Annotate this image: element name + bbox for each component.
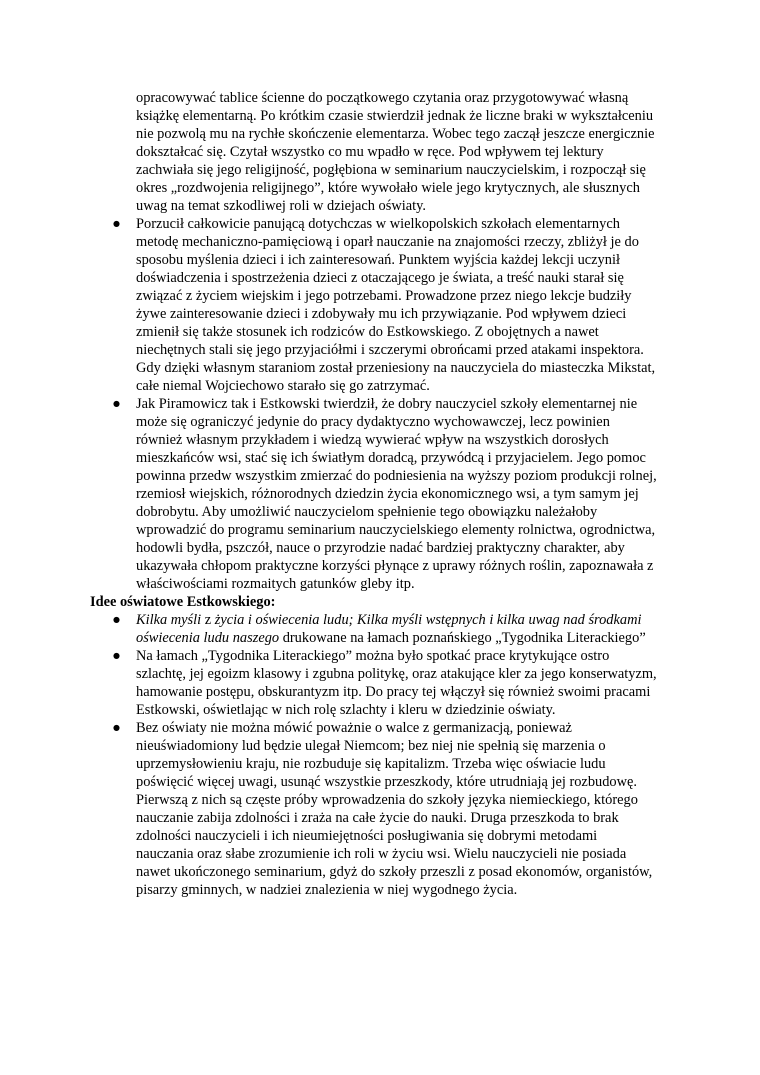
list-item-text: Jak Piramowicz tak i Estkowski twierdził, że dobry nauczyciel szkoły elementarnej nie może się ograniczyć jedynie do pracy dydaktyczno wychowawczej, lecz powinien również własnym przykładem i wiedzą wywierać wpływ na wszystkich dorosłych mieszkańców wsi, stać się ich światłym doradcą, przywódcą i przyjacielem. Jego pomoc powinna przedw wszystkim zmierzać do podniesienia na wyższy poziom produkcji rolnej, rzemiosł wiejskich, różnorodnych dziedzin życia ekonomicznego wsi, a tym samym jej dobrobytu. Aby umożliwić nauczycielom spełnienie tego obowiązku należałoby wprowadzić do programu seminarium nauczycielskiego elementy rolnictwa, ogrodnictwa, hodowli bydła, pszczół, nauce o przyrodzie nadać bardziej praktyczny charakter, aby ukazywała chłopom praktyczne korzyści płynące z uprawy różnych roślin, zapoznawała z właściwościami rozmaitych gatunków gleby itp.	[136, 396, 657, 592]
title-italic-2: życia i oświecenia ludu; Kilka myśli wstępnych i kilka uwag nad środkami oświecenia ludu naszego	[136, 612, 642, 646]
continuation-block	[0, 89, 658, 215]
bullet-icon: ●	[113, 723, 120, 732]
bullet-icon: ●	[113, 651, 120, 660]
text-plain-2: drukowane na łamach poznańskiego „Tygodnika Literackiego”	[279, 630, 646, 646]
list-item-text: Bez oświaty nie można mówić poważnie o walce z germanizacją, ponieważ nieuświadomiony lud będzie ulegał Niemcom; bez niej nie spełnią się marzenia o uprzemysłowieniu kraju, nie rozbuduje się kapitalizm. Trzeba więc oświacie ludu poświęcić więcej uwagi, usunąć wszystkie przeszkody, które utrudniają jej rozbudowę. Pierwszą z nich są częste próby wprowadzenia do szkoły języka niemieckiego, którego nauczanie zabija zdolności i zraża na całe życie do nauki. Druga przeszkoda to brak zdolności nauczycieli i ich nieumiejętności posługiwania się dobrymi metodami nauczania oraz słabe zrozumienie ich roli w życiu wsi. Wielu nauczycieli nie posiada nawet ukończonego seminarium, gdyż do szkoły przeszli z posad ekonomów, organistów, pisarzy gminnych, w nadziei znalezienia w niej wygodnego życia.	[136, 720, 653, 898]
continuation-paragraph: opracowywać tablice ścienne do początkowego czytania oraz przygotowywać własną książkę elementarną. Po krótkim czasie stwierdził jednak że liczne braki w wykształceniu nie pozwolą mu na rychłe skończenie elementarza. Wobec tego zaczął jeszcze energicznie dokształcać się. Czytał wszystko co mu wpadło w ręce. Pod wpływem tej lektury zachwiała się jego religijność, pogłębiona w seminarium nauczycielskim, i rozpoczął się okres „rozdwojenia religijnego”, które wywołało wiele jego krytycznych, ale słusznych uwag na temat szkodliwej roli w dziejach oświaty.	[136, 90, 655, 214]
text-plain-1: z	[201, 612, 215, 628]
list-item	[0, 719, 658, 899]
bullet-icon: ●	[113, 615, 120, 624]
bullet-icon: ●	[113, 219, 120, 228]
list-item	[0, 215, 658, 395]
list-item	[0, 647, 658, 719]
list-item	[0, 395, 658, 593]
section-heading: Idee oświatowe Estkowskiego:	[90, 594, 276, 610]
list-item-text	[136, 611, 658, 647]
list-item-text: Na łamach „Tygodnika Literackiego” można było spotkać prace krytykujące ostro szlachtę, jej egoizm klasowy i zgubna politykę, oraz atakujące kler za jego konserwatyzm, hamowanie postępu, obskurantyzm itp. Do pracy tej włączył się również swoimi pracami Estkowski, oświetlając w nich rolę szlachty i kleru w dziedzinie oświaty.	[136, 648, 657, 718]
bullet-icon: ●	[113, 399, 120, 408]
title-italic-1: Kilka myśli	[136, 612, 202, 628]
list-item	[0, 611, 658, 647]
list-item-text: Porzucił całkowicie panującą dotychczas w wielkopolskich szkołach elementarnych metodę mechaniczno-pamięciową i oparł nauczanie na znajomości rzeczy, zbliżył je do sposobu myślenia dzieci i ich zainteresowań. Punktem wyjścia każdej lekcji uczynił doświadczenia i spostrzeżenia dzieci z otaczającego je świata, a treść nauki starał się związać z życiem wiejskim i jego potrzebami. Prowadzone przez niego lekcje budziły żywe zainteresowanie dzieci i zdobywały mu ich przywiązanie. Pod wpływem dzieci zmienił się także stosunek ich rodziców do Estkowskiego. Z obojętnych a nawet niechętnych stali się jego przyjaciółmi i szczerymi obrońcami przed atakami inspektora. Gdy dzięki własnym staraniom został przeniesiony na nauczyciela do miasteczka Mikstat, całe niemal Wojciechowo starało się go zatrzymać.	[136, 216, 656, 394]
